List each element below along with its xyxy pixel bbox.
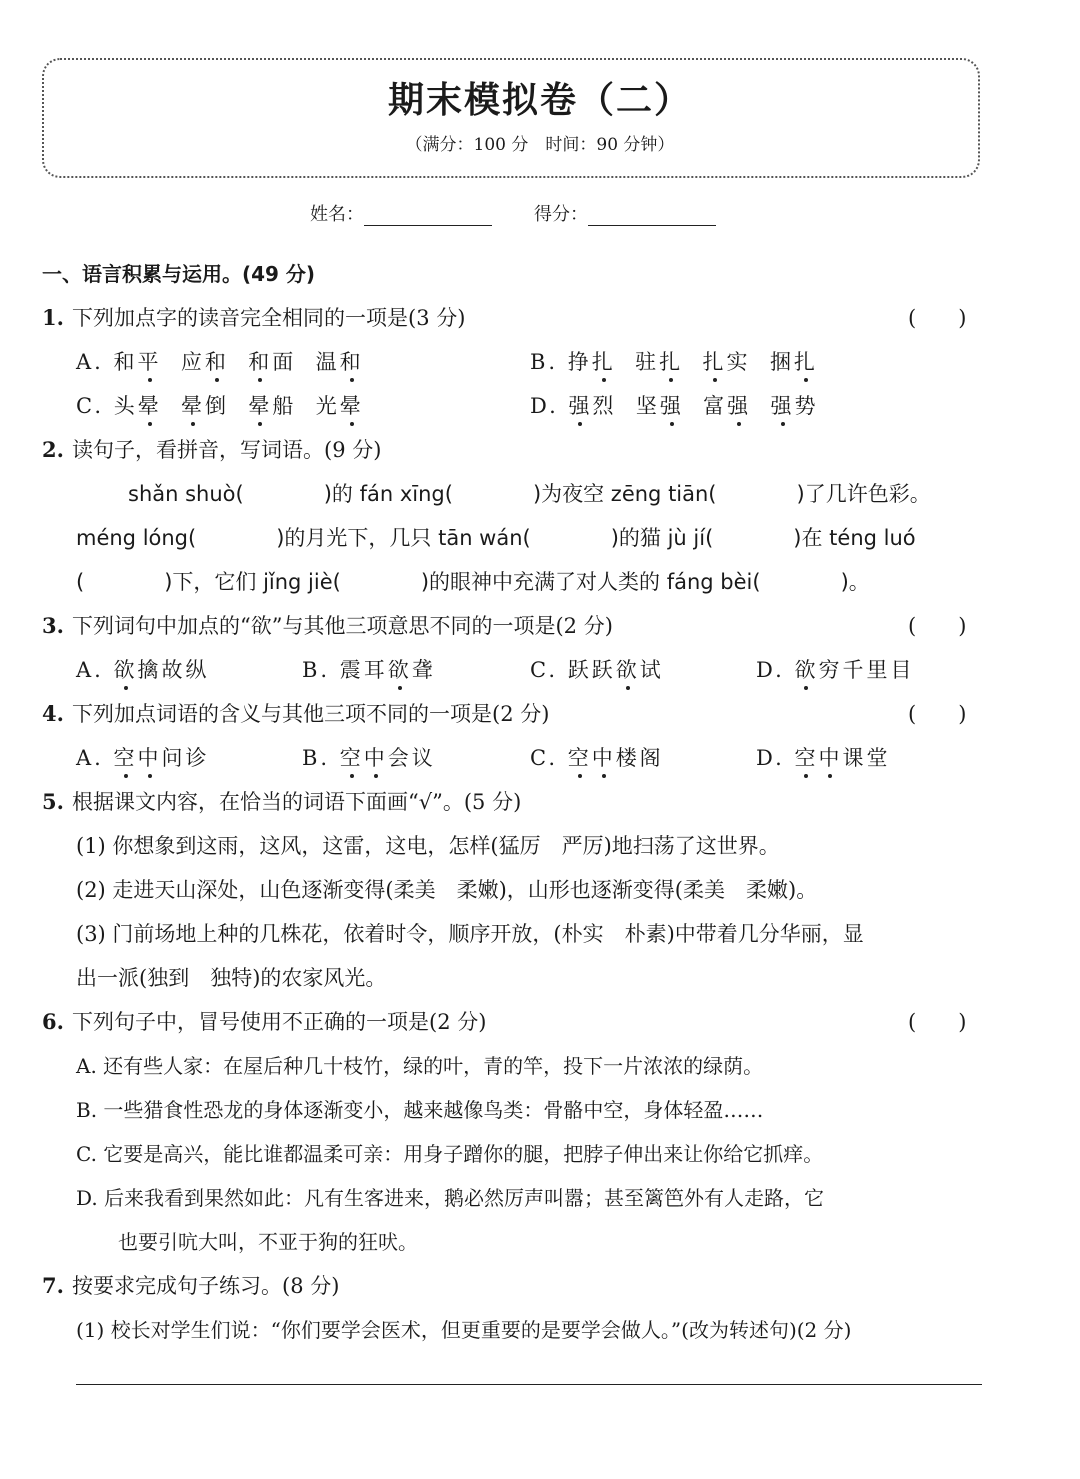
- option-4a[interactable]: A. 空中问诊: [76, 742, 210, 772]
- option-6d[interactable]: D. 后来我看到果然如此：凡有生客进来，鹅必然厉声叫嚣；甚至篱笆外有人走路，它: [76, 1186, 825, 1210]
- question-number: 4.: [42, 701, 64, 726]
- question-number: 3.: [42, 613, 64, 638]
- question-2: [42, 434, 381, 464]
- name-label: 姓名：: [310, 204, 364, 225]
- page-title: 期末模拟卷（二）: [387, 80, 692, 121]
- option-1c[interactable]: C. 头晕 晕倒 晕船 光晕: [76, 390, 364, 420]
- question-number: 6.: [42, 1009, 64, 1034]
- section-title: 一、语言积累与运用。(49 分): [42, 262, 316, 286]
- page-subtitle: （满分：100 分 时间：90 分钟）: [405, 135, 675, 155]
- option-6d-cont: 也要引吭大叫，不亚于狗的狂吠。: [118, 1230, 418, 1254]
- question-number: 5.: [42, 789, 64, 814]
- answer-paren-4[interactable]: ( ): [908, 702, 967, 726]
- question-number: 1.: [42, 305, 64, 330]
- option-1b[interactable]: B. 挣扎 驻扎 扎实 捆扎: [530, 346, 818, 376]
- option-6a[interactable]: A. 还有些人家：在屋后种几十枝竹，绿的叶，青的竿，投下一片浓浓的绿荫。: [76, 1054, 764, 1078]
- name-blank[interactable]: [364, 205, 492, 226]
- option-3a[interactable]: A. 欲擒故纵: [76, 654, 210, 684]
- q7-item-1: (1) 校长对学生们说：“你们要学会医术，但更重要的是要学会做人。”(改为转述句)(2 分): [76, 1318, 852, 1342]
- name-field[interactable]: [310, 200, 492, 226]
- pinyin-line-2[interactable]: méng lóng( )的月光下，几只 tān wán( )的猫 jù jí( )在 téng luó: [76, 526, 916, 550]
- option-1a[interactable]: A. 和平 应和 和面 温和: [76, 346, 364, 376]
- question-7: [42, 1270, 339, 1300]
- question-text: 根据课文内容，在恰当的词语下面画“√”。(5 分): [72, 790, 522, 814]
- q5-item-3[interactable]: (3) 门前场地上种的几株花，依着时令，顺序开放，(朴实 朴素)中带着几分华丽，显: [76, 922, 864, 946]
- option-4d[interactable]: D. 空中课堂: [756, 742, 890, 772]
- answer-paren-3[interactable]: ( ): [908, 614, 967, 638]
- question-4: [42, 698, 549, 728]
- question-1: [42, 302, 465, 332]
- option-1d[interactable]: D. 强烈 坚强 富强 强势: [530, 390, 819, 420]
- question-6: [42, 1006, 486, 1036]
- q5-item-3-cont[interactable]: 出一派(独到 独特)的农家风光。: [76, 966, 387, 990]
- question-3: [42, 610, 613, 640]
- pinyin-line-1[interactable]: shǎn shuò( )的 fán xīng( )为夜空 zēng tiān( )了几许色彩。: [128, 482, 931, 506]
- option-6b[interactable]: B. 一些猎食性恐龙的身体逐渐变小，越来越像鸟类：骨骼中空，身体轻盈……: [76, 1098, 764, 1122]
- q5-item-1[interactable]: (1) 你想象到这雨，这风，这雷，这电，怎样(猛厉 严厉)地扫荡了这世界。: [76, 834, 780, 858]
- answer-paren-6[interactable]: ( ): [908, 1010, 967, 1034]
- option-4c[interactable]: C. 空中楼阁: [530, 742, 664, 772]
- answer-line[interactable]: [76, 1384, 982, 1385]
- option-3b[interactable]: B. 震耳欲聋: [302, 654, 436, 684]
- score-blank[interactable]: [588, 205, 716, 226]
- option-4b[interactable]: B. 空中会议: [302, 742, 436, 772]
- option-3d[interactable]: D. 欲穷千里目: [756, 654, 914, 684]
- question-text: 按要求完成句子练习。(8 分): [72, 1274, 340, 1298]
- question-number: 2.: [42, 437, 64, 462]
- answer-paren-1[interactable]: ( ): [908, 306, 967, 330]
- score-field[interactable]: [534, 200, 716, 226]
- option-6c[interactable]: C. 它要是高兴，能比谁都温柔可亲：用身子蹭你的腿，把脖子伸出来让你给它抓痒。: [76, 1142, 824, 1166]
- question-text: 下列词句中加点的“欲”与其他三项意思不同的一项是(2 分): [72, 614, 613, 638]
- question-text: 下列句子中，冒号使用不正确的一项是(2 分): [72, 1010, 487, 1034]
- question-text: 下列加点字的读音完全相同的一项是(3 分): [72, 306, 466, 330]
- score-label: 得分：: [534, 204, 588, 225]
- question-5: [42, 786, 521, 816]
- pinyin-line-3[interactable]: ( )下，它们 jǐng jiè( )的眼神中充满了对人类的 fáng bèi( )。: [76, 570, 870, 594]
- question-text: 下列加点词语的含义与其他三项不同的一项是(2 分): [72, 702, 550, 726]
- question-number: 7.: [42, 1273, 64, 1298]
- question-text: 读句子，看拼音，写词语。(9 分): [72, 438, 382, 462]
- option-3c[interactable]: C. 跃跃欲试: [530, 654, 664, 684]
- q5-item-2[interactable]: (2) 走进天山深处，山色逐渐变得(柔美 柔嫩)，山形也逐渐变得(柔美 柔嫩)。: [76, 878, 818, 902]
